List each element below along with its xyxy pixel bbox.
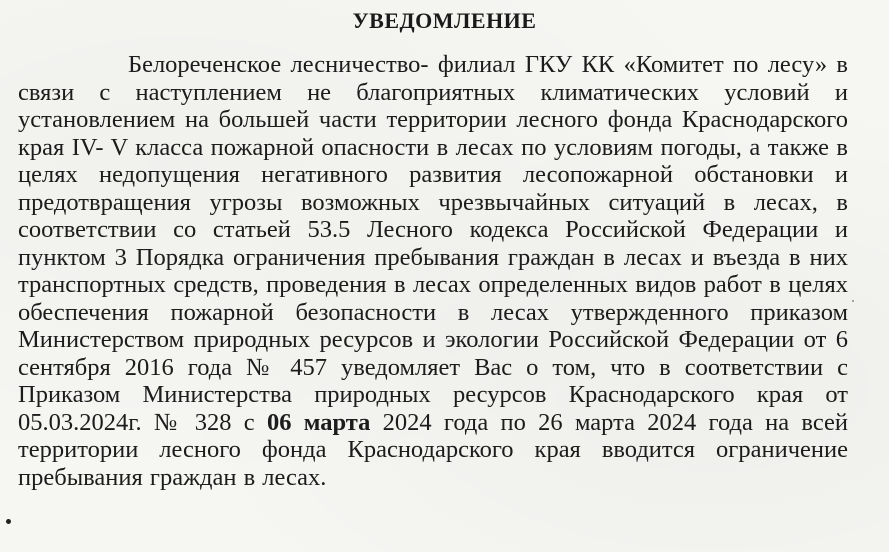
scan-speck (6, 519, 11, 524)
notice-body-text-end: 2024 года по 26 марта 2024 года на всей территории лесного фонда Краснодарского края вводится ограничение пребывания граждан в лесах. (18, 408, 848, 491)
notice-body-text-start: Белореченское лесничество- филиал ГКУ КК «Комитет по лесу» в связи с наступлением не благоприятных климатических условий и установлением на большей части территории лесного фонда Краснодарского края IV- V класса пожарной опасности в лесах по условиям погоды, а также в целях недопущения негативного развития лесопожарной обстановки и предотвращения угрозы возможных чрезвычайных ситуаций в лесах, в соответствии со статьей 53.5 Лесного кодекса Российской Федерации и пунктом 3 Порядка ограничения пребывания граждан в лесах и въезда в них транспортных средств, проведения в лесах определенных видов работ в целях обеспечения пожарной безопасности в лесах утвержденного приказом Министерством природных ресурсов и экологии Российской Федерации от 6 сентября 2016 года № 457 уведомляет Вас о том, что в соответствии с Приказом Министерства природных ресурсов Краснодарского края от 05.03.2024г. № 328 с (18, 51, 848, 436)
notice-body (18, 51, 848, 491)
scan-speck (852, 300, 854, 302)
notice-title: УВЕДОМЛЕНИЕ (352, 8, 537, 33)
notice-start-date: 06 марта (266, 408, 371, 436)
